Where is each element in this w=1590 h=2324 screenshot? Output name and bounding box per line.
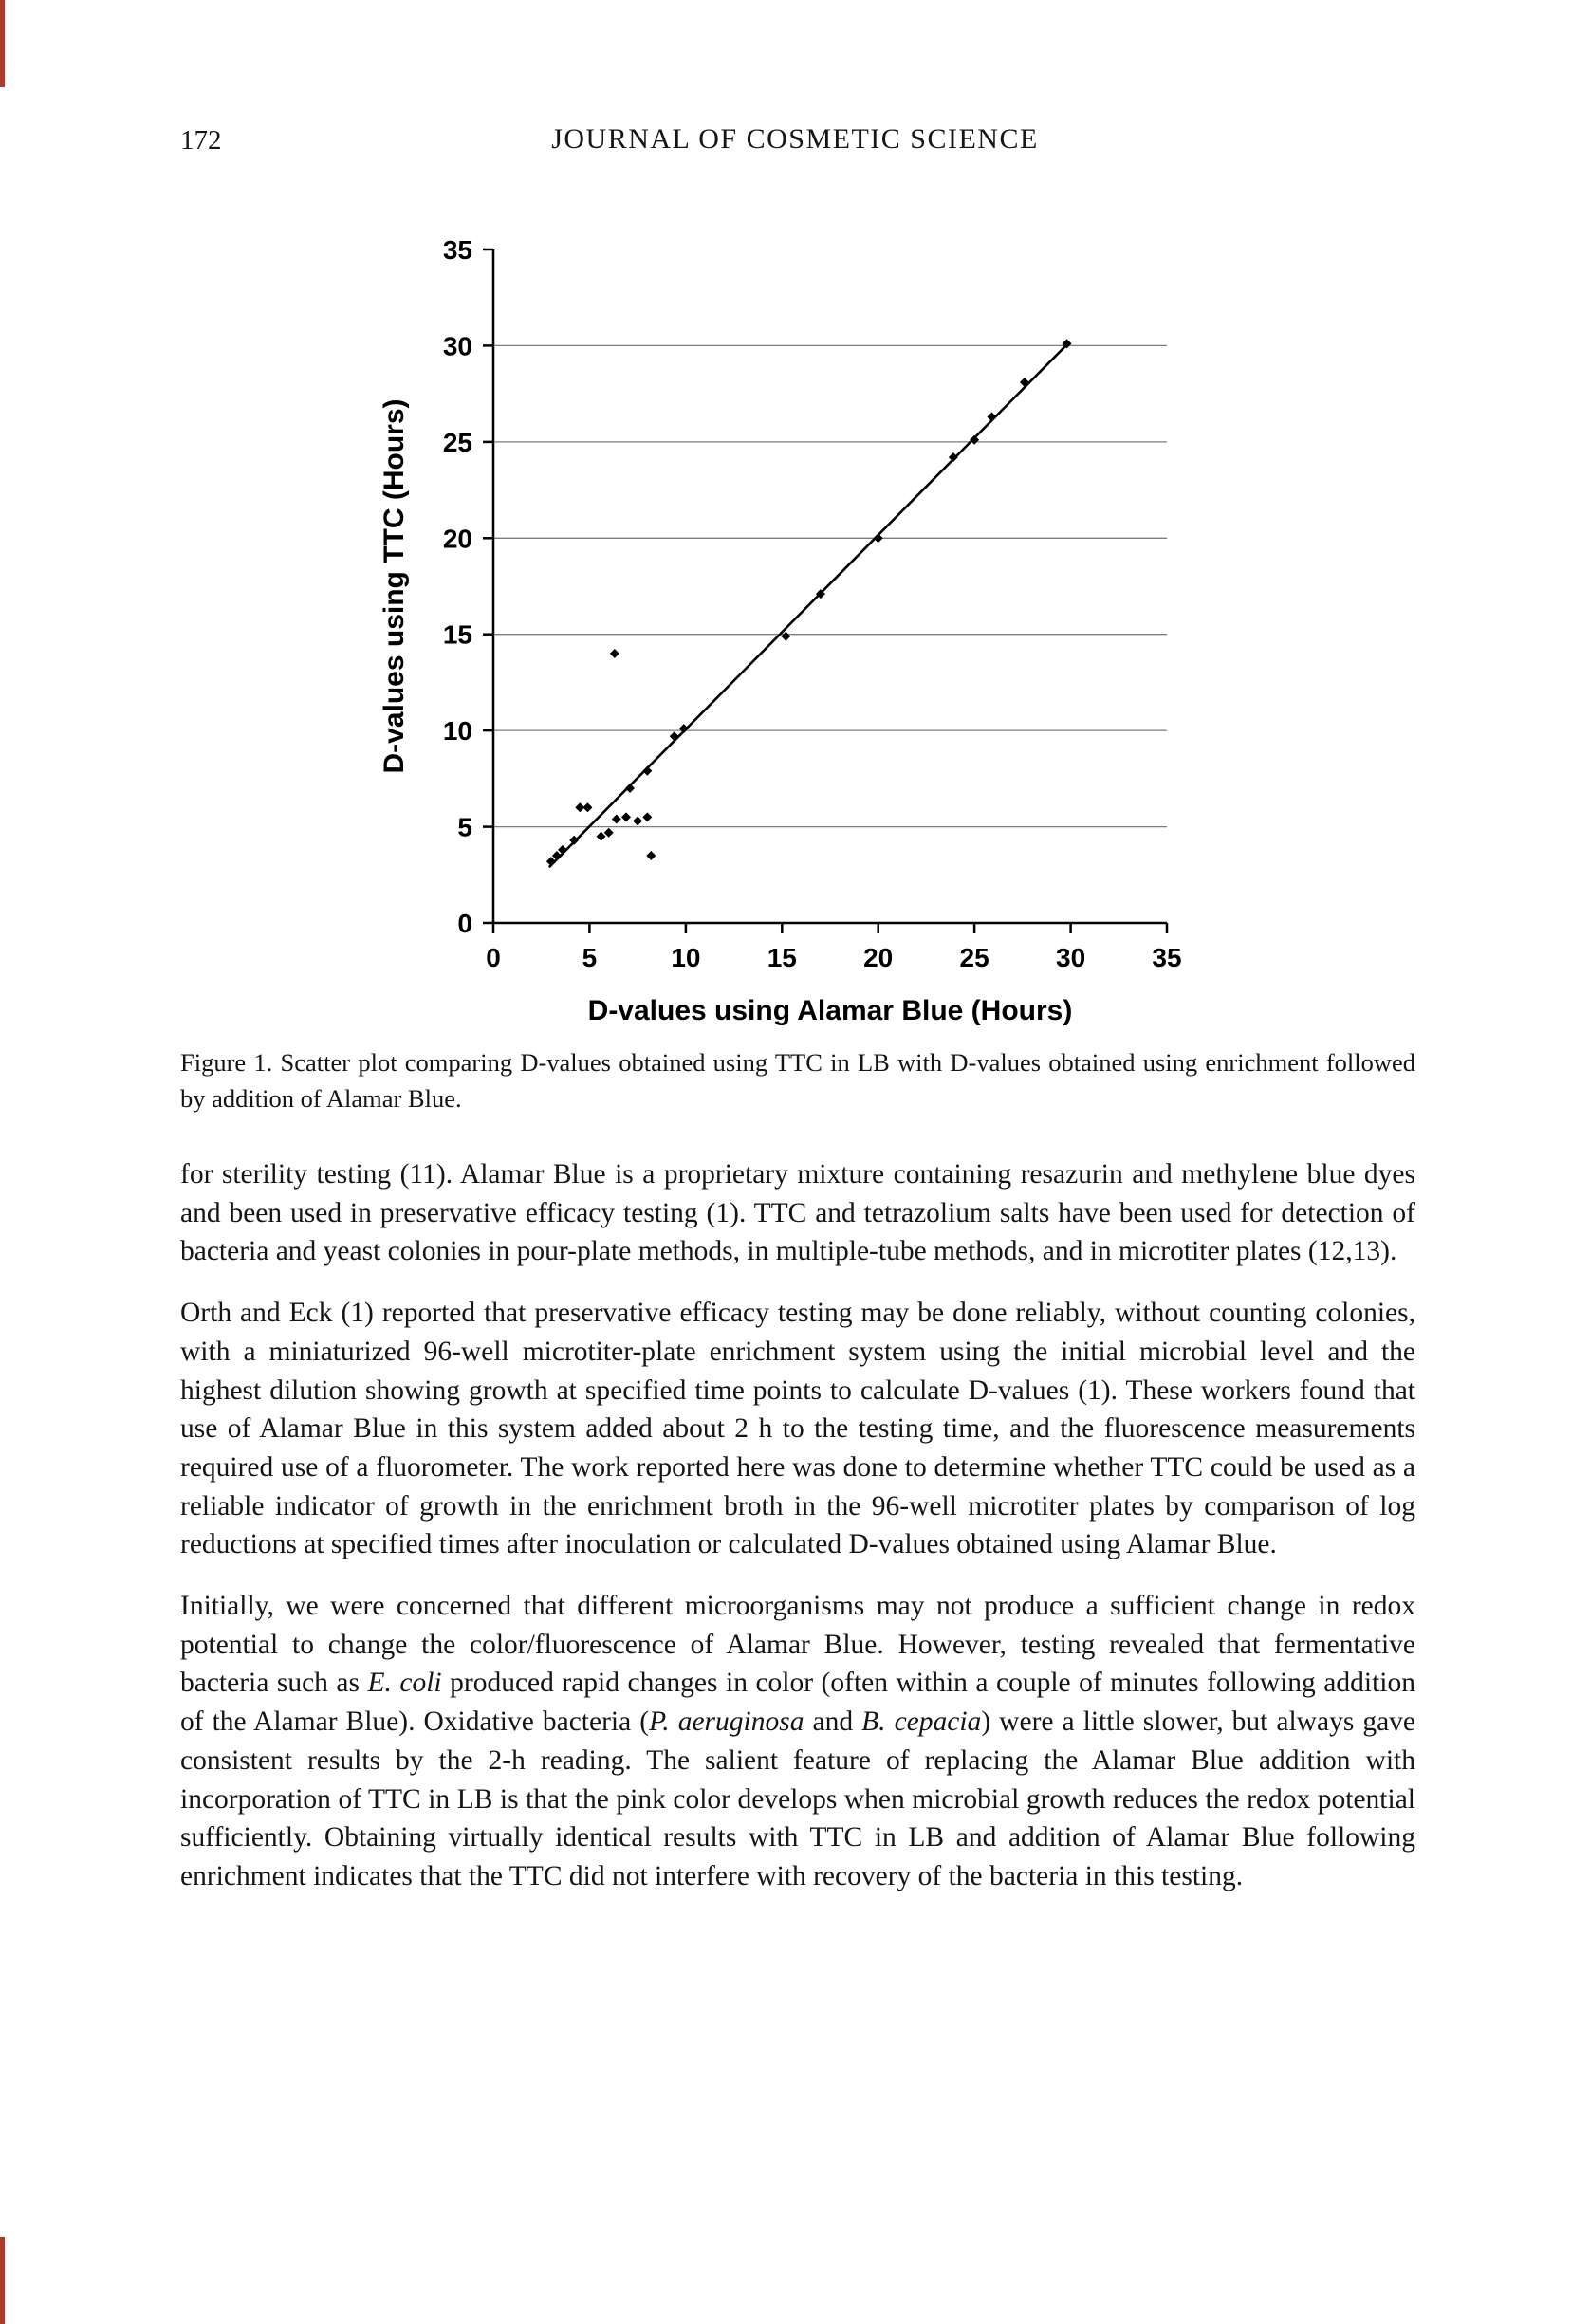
data-point (987, 413, 996, 422)
data-point (597, 832, 606, 841)
scatter-plot (361, 216, 1233, 1042)
y-tick-label: 35 (442, 235, 472, 265)
data-point (670, 731, 679, 741)
data-point (642, 812, 652, 821)
data-point (612, 815, 621, 824)
data-point (558, 845, 567, 855)
paragraph-2 (180, 1294, 1415, 1564)
data-point (679, 724, 689, 733)
figure-caption-label: Figure 1. (180, 1048, 273, 1077)
figure-caption (180, 1045, 1415, 1116)
figure-1 (361, 216, 1252, 1042)
paragraph-1 (180, 1155, 1415, 1271)
text-segment: for sterility testing (11). Alamar Blue is a proprietary mixture containing resazurin and methylene blue dyes and been used in preservative efficacy testing (1). TTC and tetrazolium salts have been used for detection of bacteria and yeast colonies in pour-plate methods, in multiple-tube methods, and in microtiter plates (12,13). (180, 1159, 1415, 1267)
y-tick-label: 25 (442, 427, 472, 457)
data-point (970, 435, 979, 445)
x-tick-label: 20 (863, 943, 894, 972)
text-segment: ) were a little slower, but always gave consistent results by the 2-h reading. The salient feature of replacing the Alamar Blue addition with incorporation of TTC in LB is that the pink color develops when microbial growth reduces the redox potential sufficiently. Obtaining virtually identical results with TTC in LB and addition of Alamar Blue following enrichment indicates that the TTC did not interfere with recovery of the bacteria in this testing. (180, 1706, 1416, 1891)
y-tick-label: 20 (442, 524, 472, 554)
figure-caption-text: Scatter plot comparing D-values obtained using TTC in LB with D-values obtained using enrichment followed by addition of Alamar Blue. (180, 1048, 1416, 1113)
species-name: P. aeruginosa (649, 1706, 804, 1738)
x-tick-label: 5 (582, 943, 598, 972)
x-tick-label: 15 (767, 943, 797, 972)
x-tick-label: 0 (486, 943, 501, 972)
data-point (642, 766, 652, 776)
data-point (582, 802, 592, 812)
data-point (610, 649, 619, 658)
scan-artifact-bottom (0, 2237, 5, 2324)
data-point (625, 784, 635, 793)
data-point (621, 812, 631, 821)
x-axis-title: D-values using Alamar Blue (Hours) (587, 995, 1073, 1026)
text-segment: Orth and Eck (1) reported that preservative efficacy testing may be done reliably, without counting colonies, with a miniaturized 96-well microtiter-plate enrichment system using the initial microbial level and the highest dilution showing growth at specified time points to calculate D-values (1). These workers found that use of Alamar Blue in this system added about 2 h to the testing time, and the fluorescence measurements required use of a fluorometer. The work reported here was done to determine whether TTC could be used as a reliable indicator of growth in the enrichment broth in the 96-well microtiter plates by comparison of log reductions at specified times after inoculation or calculated D-values obtained using Alamar Blue. (180, 1298, 1415, 1560)
data-point (604, 828, 614, 838)
y-tick-label: 5 (457, 812, 472, 842)
text-segment: and (804, 1706, 862, 1738)
data-point (552, 851, 562, 860)
data-point (546, 857, 556, 866)
scan-artifact-top (0, 0, 5, 87)
paragraph-3 (180, 1587, 1415, 1896)
x-tick-label: 10 (671, 943, 701, 972)
y-axis-title: D-values using TTC (Hours) (379, 398, 410, 774)
y-tick-label: 15 (442, 619, 472, 650)
x-tick-label: 30 (1056, 943, 1086, 972)
journal-title: JOURNAL OF COSMETIC SCIENCE (551, 123, 1039, 155)
y-tick-label: 10 (442, 716, 472, 747)
data-point (949, 452, 958, 462)
species-name: E. coli (367, 1668, 442, 1699)
data-point (646, 851, 656, 860)
page-header (0, 123, 1590, 161)
x-tick-label: 35 (1152, 943, 1182, 972)
y-tick-label: 0 (457, 909, 472, 938)
data-point (874, 533, 883, 543)
article-body (180, 1155, 1415, 1896)
data-point (633, 817, 642, 826)
x-tick-label: 25 (959, 943, 989, 972)
species-name: B. cepacia (861, 1706, 982, 1738)
y-tick-label: 30 (442, 331, 472, 361)
text-segment: Initially, we were concerned that different microorganisms may not produce a sufficient change in redox potential to change the color/fluorescence of Alamar Blue. However, testing revealed that fermentative bacteria such as (180, 1591, 1415, 1699)
text-segment: produced rapid changes in color (often within a couple of minutes following addition of the Alamar Blue). Oxidative bacteria ( (180, 1668, 1415, 1738)
page-number: 172 (180, 125, 222, 156)
